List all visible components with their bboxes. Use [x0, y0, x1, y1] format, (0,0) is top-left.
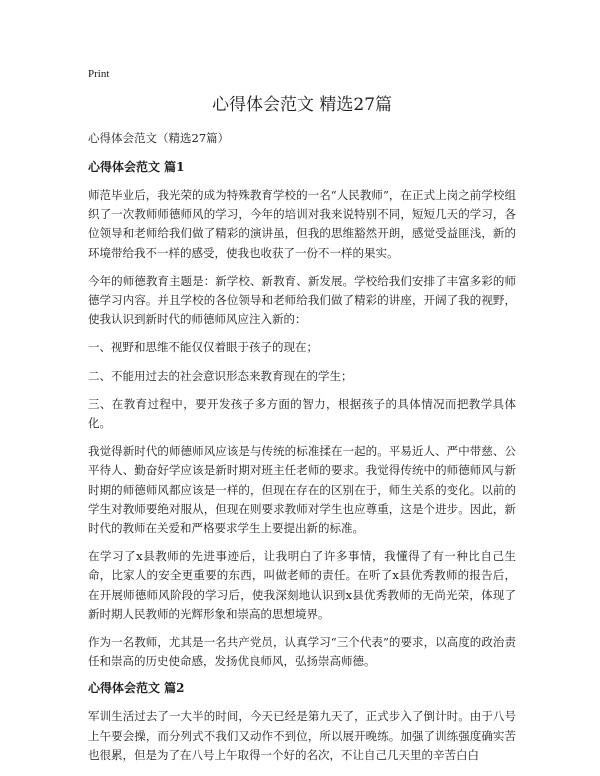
- subtitle: 心得体会范文（精选27篇）: [88, 131, 230, 145]
- paragraph: 今年的师德教育主题是：新学校、新教育、新发展。学校给我们安排了丰富多彩的师德学习内容。并且学校的各位领导和老师给我们做了精彩的讲座，开阔了我的视野，使我认识到新时代的师德师风应注入新的：: [88, 273, 516, 327]
- paragraph: 一、视野和思维不能仅仅着眼于孩子的现在；: [88, 340, 318, 355]
- paragraph: 我觉得新时代的师德师风应该是与传统的标准揉在一起的。平易近人、严中带慈、公平待人、勤奋好学应该是新时期对班主任老师的要求。我觉得传统中的师德师风与新时期的师德师风都应该是一样的，但现在存在的区别在于，师生关系的变化。以前的学生对教师要绝对服从，但现在则要求教师对学生也应尊重，这是个进步。因此，新时代的教师在关爱和严格要求学生上要提出新的标准。: [88, 444, 516, 536]
- paragraph: 三、在教育过程中，要开发孩子多方面的智力，根据孩子的具体情况而把教学具体化。: [88, 396, 516, 431]
- section-2: [88, 680, 516, 765]
- paragraph: 二、不能用过去的社会意识形态来教育现在的学生；: [88, 368, 353, 383]
- paragraph: 在学习了x县教师的先进事迹后，让我明白了许多事情，我懂得了有一种比自己生命，比家人的安全更重要的东西，叫做老师的责任。在听了x县优秀教师的报告后，在开展师德师风阶段的学习后，使我深刻地认识到x县优秀教师的无尚光荣，体现了新时期人民教师的光辉形象和崇高的思想境界。: [88, 549, 516, 621]
- print-label[interactable]: Print: [88, 68, 110, 80]
- paragraph: 军训生活过去了一大半的时间，今天已经是第九天了，正式步入了倒计时。由于八号上午要会操，而分列式不我们又动作不到位，所以展开晚练。加强了训练强度确实苦也很累，但是为了在八号上午取得一个好的名次，不让自己几天里的辛苦白白: [88, 709, 516, 762]
- section-1: [88, 159, 516, 671]
- section-heading: 心得体会范文 篇2: [88, 681, 185, 696]
- paragraph: 师范毕业后，我光荣的成为特殊教育学校的一名“人民教师”，在正式上岗之前学校组织了一次教师师德师风的学习，今年的培训对我来说特别不同，短短几天的学习，各位领导和老师给我们做了精彩的演讲虽，但我的思维豁然开朗，感觉受益匪浅，新的环境带给我不一样的感受，使我也收获了一份不一样的果实。: [88, 188, 516, 260]
- page-title: 心得体会范文 精选27篇: [211, 95, 393, 115]
- paragraph: 作为一名教师，尤其是一名共产党员，认真学习“三个代表”的要求，以高度的政治责任和崇高的历史使命感，发扬优良师风，弘扬崇高师德。: [88, 635, 516, 669]
- section-heading: 心得体会范文 篇1: [88, 160, 185, 174]
- document-page: [88, 66, 516, 774]
